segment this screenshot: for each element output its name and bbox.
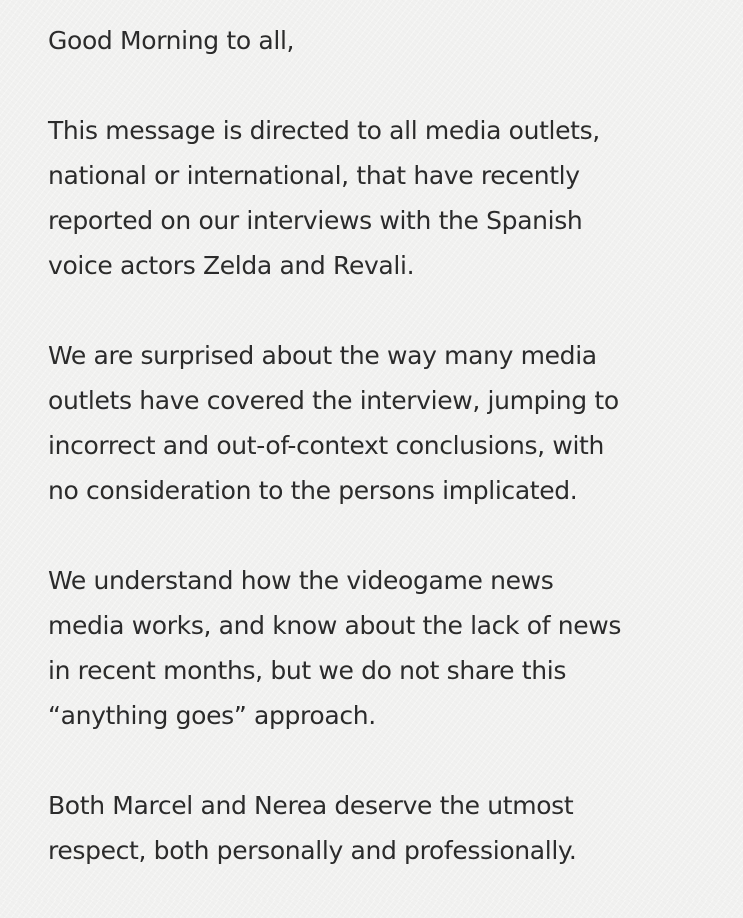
text-line: Both Marcel and Nerea deserve the utmost [48, 791, 574, 820]
text-line: incorrect and out-of-context conclusions, with [48, 431, 604, 460]
text-line: media works, and know about the lack of news [48, 611, 622, 640]
paragraph-media-outlets [48, 108, 728, 288]
text-line: respect, both personally and professionally. [48, 836, 577, 865]
text-line: national or international, that have recently [48, 161, 580, 190]
text-line: “anything goes” approach. [48, 701, 376, 730]
paragraph-understand [48, 558, 728, 738]
note-body [48, 18, 728, 918]
text-line: reported on our interviews with the Spanish [48, 206, 583, 235]
text-line: in recent months, but we do not share this [48, 656, 567, 685]
text-line: We understand how the videogame news [48, 566, 554, 595]
text-line: no consideration to the persons implicated. [48, 476, 578, 505]
greeting-paragraph [48, 18, 728, 63]
text-line: Good Morning to all, [48, 26, 295, 55]
text-line: We are surprised about the way many media [48, 341, 597, 370]
paragraph-respect [48, 783, 728, 873]
text-line: This message is directed to all media outlets, [48, 116, 600, 145]
text-line: outlets have covered the interview, jumping to [48, 386, 619, 415]
text-line: voice actors Zelda and Revali. [48, 251, 415, 280]
paragraph-surprised [48, 333, 728, 513]
